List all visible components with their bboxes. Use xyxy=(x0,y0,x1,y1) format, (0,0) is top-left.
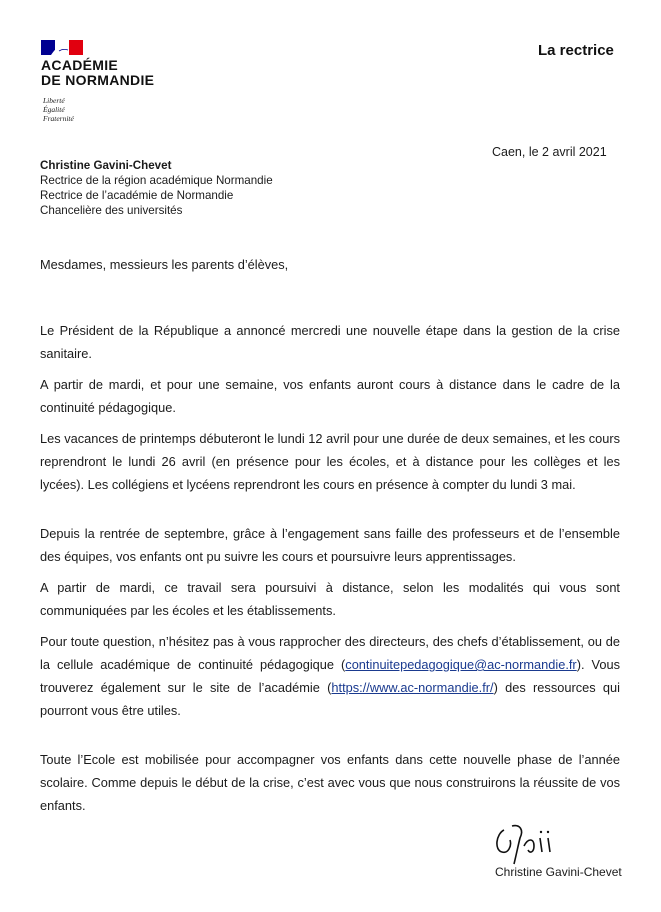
paragraph-2: A partir de mardi, et pour une semaine, vos enfants auront cours à distance dans le cadre de la continuité pédagogique. xyxy=(40,377,620,415)
paragraph-6-text-1: Pour toute question, n’hésitez pas à vous rapprocher des directeurs, des chefs d’établissement, ou de la cellule académique de continuité pédagogique ( xyxy=(40,634,620,672)
sender-title-3: Chancelière des universités xyxy=(40,204,183,217)
email-link[interactable]: continuitepedagogique@ac-normandie.fr xyxy=(345,657,577,672)
sender-title-1: Rectrice de la région académique Normandie xyxy=(40,174,273,187)
paragraph-6-text-3: ) des ressources qui pourront vous être utiles. xyxy=(40,680,620,718)
paragraph-6 xyxy=(40,630,620,722)
paragraph-3: Les vacances de printemps débuteront le lundi 12 avril pour une durée de deux semaines, et les cours reprendront le lundi 26 avril (en présence pour les écoles, et à distance pour les collèges et les lycées). Les collégiens et lycéens reprendront les cours en présence à compter du lundi 3 mai. xyxy=(40,431,620,492)
sender-name: Christine Gavini-Chevet xyxy=(40,159,172,172)
paragraph-6-text-2: ). Vous trouverez également sur le site de l’académie ( xyxy=(40,657,620,695)
paragraph-1: Le Président de la République a annoncé mercredi une nouvelle étape dans la gestion de la crise sanitaire. xyxy=(40,323,620,361)
sender-block xyxy=(40,158,273,218)
paragraph-4: Depuis la rentrée de septembre, grâce à l’engagement sans faille des professeurs et de l’ensemble des équipes, vos enfants ont pu suivre les cours et poursuivre leurs apprentissages. xyxy=(40,526,620,564)
institution-name xyxy=(41,58,154,88)
greeting: Mesdames, messieurs les parents d’élèves, xyxy=(40,257,289,272)
handwritten-signature-icon xyxy=(490,816,580,866)
website-link[interactable]: https://www.ac-normandie.fr/ xyxy=(331,680,494,695)
closing-paragraph: Toute l’Ecole est mobilisée pour accompagner vos enfants dans cette nouvelle phase de l’année scolaire. Comme depuis le début de la crise, c’est avec vous que nous construirons la réussite de vos enfants. xyxy=(40,752,620,813)
marianne-logo-icon xyxy=(41,40,83,55)
paragraph-5: A partir de mardi, ce travail sera poursuivi à distance, selon les modalités qui vous sont communiquées par les écoles et les établissements. xyxy=(40,580,620,618)
letter-date: Caen, le 2 avril 2021 xyxy=(492,145,607,159)
role-heading: La rectrice xyxy=(538,42,614,59)
institution-line2: DE NORMANDIE xyxy=(41,72,155,88)
motto-liberte: Liberté xyxy=(43,96,65,105)
signature-name: Christine Gavini-Chevet xyxy=(495,865,622,879)
sender-title-2: Rectrice de l’académie de Normandie xyxy=(40,189,234,202)
republic-motto xyxy=(43,96,74,123)
institution-line1: ACADÉMIE xyxy=(41,57,119,73)
motto-egalite: Égalité xyxy=(43,105,65,114)
motto-fraternite: Fraternité xyxy=(43,114,74,123)
